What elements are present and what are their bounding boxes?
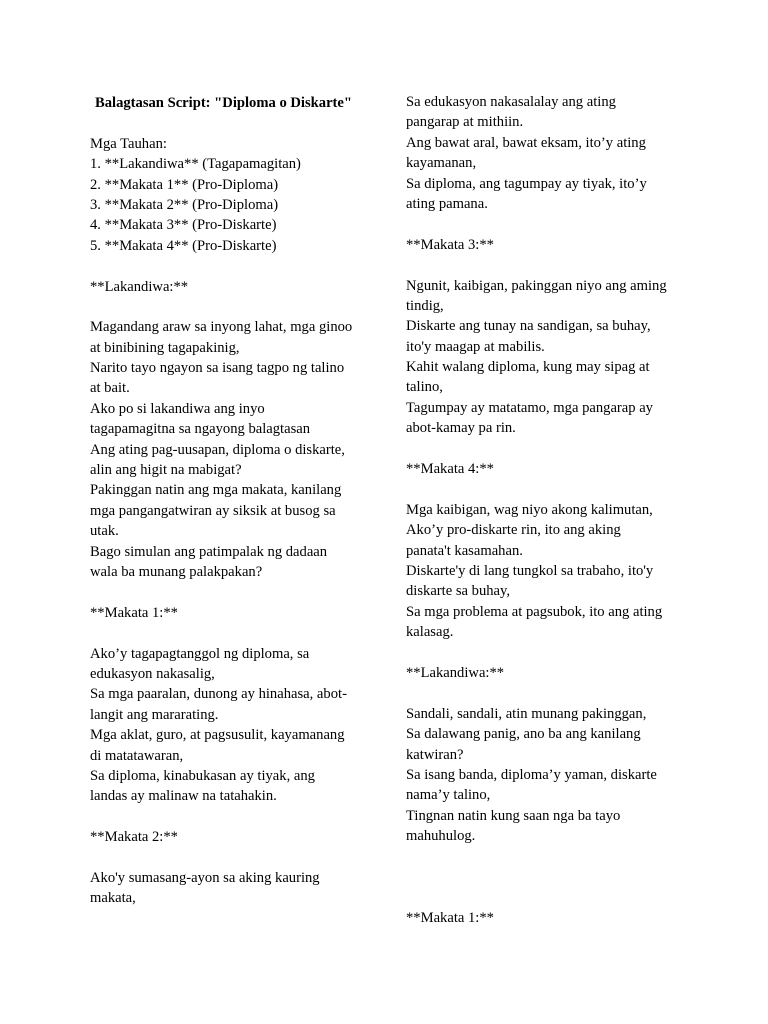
blank-line xyxy=(90,847,380,867)
text-line: at bait. xyxy=(90,380,130,397)
text-line: 1. **Lakandiwa** (Tagapamagitan) xyxy=(90,156,301,173)
text-line: tindig, xyxy=(406,297,444,314)
text-line: 5. **Makata 4** (Pro-Diskarte) xyxy=(90,237,277,254)
text-line: Sa edukasyon nakasalalay ang ating xyxy=(406,94,616,110)
text-line: Kahit walang diploma, kung may sipag at xyxy=(406,359,650,376)
text-line: Bago simulan ang patimpalak ng dadaan xyxy=(90,543,328,560)
text-line: Ang bawat aral, bawat eksam, ito’y ating xyxy=(406,134,646,151)
speaker-heading: **Makata 1:** xyxy=(90,604,178,621)
text-line: di matatawaran, xyxy=(90,747,184,764)
text-line: Ngunit, kaibigan, pakinggan niyo ang aming xyxy=(406,277,667,294)
blank-line xyxy=(406,214,696,234)
text-line: Sa dalawang panig, ano ba ang kanilang xyxy=(406,726,641,743)
text-line: Ako’y tagapagtanggol ng diploma, sa xyxy=(90,645,310,662)
text-line: Diskarte ang tunay na sandigan, sa buhay, xyxy=(406,318,651,335)
speaker-heading: **Makata 1:** xyxy=(406,910,494,927)
text-line: mga pangangatwiran ay siksik at busog sa xyxy=(90,502,336,519)
text-line: Mga Tauhan: xyxy=(90,135,167,152)
text-line: pangarap at mithiin. xyxy=(406,114,524,131)
text-line: Sa diploma, kinabukasan ay tiyak, ang xyxy=(90,767,315,784)
text-line: diskarte sa buhay, xyxy=(406,583,511,600)
text-line: langit ang mararating. xyxy=(90,706,219,723)
text-line: Ako'y sumasang-ayon sa aking kauring xyxy=(90,869,320,886)
blank-line xyxy=(90,807,380,827)
text-line: abot-kamay pa rin. xyxy=(406,420,516,437)
speaker-heading: **Lakandiwa:** xyxy=(406,664,505,681)
text-line: landas ay malinaw na tatahakin. xyxy=(90,788,277,805)
blank-line xyxy=(90,623,380,643)
text-line: Sa diploma, ang tagumpay ay tiyak, ito’y xyxy=(406,175,647,192)
text-line: at binibining tagapakinig, xyxy=(90,339,240,356)
text-line: 2. **Makata 1** (Pro-Diploma) xyxy=(90,176,279,193)
text-line: Mga kaibigan, wag niyo akong kalimutan, xyxy=(406,501,653,518)
text-line: alin ang higit na mabigat? xyxy=(90,462,242,479)
speaker-heading: **Makata 3:** xyxy=(406,236,494,253)
blank-line xyxy=(90,256,380,276)
text-line: mahuhulog. xyxy=(406,828,476,845)
text-line: katwiran? xyxy=(406,746,464,763)
speaker-heading: **Makata 2:** xyxy=(90,829,178,846)
text-line: ito'y maagap at mabilis. xyxy=(406,338,545,355)
blank-line xyxy=(90,582,380,602)
text-line: Mga aklat, guro, at pagsusulit, kayamanang xyxy=(90,727,345,744)
text-line: Ang ating pag-uusapan, diploma o diskarte, xyxy=(90,441,345,458)
text-line: ating pamana. xyxy=(406,195,488,212)
text-line: 4. **Makata 3** (Pro-Diskarte) xyxy=(90,217,277,234)
text-line: Ako po si lakandiwa ang inyo xyxy=(90,400,265,417)
text-line: Diskarte'y di lang tungkol sa trabaho, ito'y xyxy=(406,562,654,579)
blank-line xyxy=(406,683,696,703)
blank-line xyxy=(406,439,696,459)
text-line: wala ba munang palakpakan? xyxy=(90,563,263,580)
text-line: edukasyon nakasalig, xyxy=(90,665,215,682)
text-line: Tagumpay ay matatamo, mga pangarap ay xyxy=(406,399,653,416)
text-line: nama’y talino, xyxy=(406,787,491,804)
blank-space xyxy=(406,846,696,908)
text-line: Tingnan natin kung saan nga ba tayo xyxy=(406,807,621,824)
text-line: Sandali, sandali, atin munang pakinggan, xyxy=(406,705,647,722)
left-column xyxy=(90,92,380,909)
right-column xyxy=(406,92,696,929)
blank-line xyxy=(90,113,380,133)
text-line: Sa isang banda, diploma’y yaman, diskarte xyxy=(406,766,657,783)
text-line: Sa mga problema at pagsubok, ito ang ating xyxy=(406,603,663,620)
text-line: Narito tayo ngayon sa isang tagpo ng talino xyxy=(90,360,345,377)
speaker-heading: **Lakandiwa:** xyxy=(90,278,189,295)
text-line: 3. **Makata 2** (Pro-Diploma) xyxy=(90,196,279,213)
text-line: panata't kasamahan. xyxy=(406,542,523,559)
text-line: kalasag. xyxy=(406,624,454,641)
text-line: utak. xyxy=(90,523,119,540)
text-line: makata, xyxy=(90,890,136,907)
blank-line xyxy=(406,479,696,499)
text-line: Ako’y pro-diskarte rin, ito ang aking xyxy=(406,522,621,539)
text-line: kayamanan, xyxy=(406,155,477,172)
text-line: tagapamagitna sa ngayong balagtasan xyxy=(90,421,311,438)
text-line: Magandang araw sa inyong lahat, mga ginoo xyxy=(90,319,353,336)
document-title: Balagtasan Script: "Diploma o Diskarte" xyxy=(95,95,353,111)
blank-line xyxy=(406,255,696,275)
blank-line xyxy=(90,297,380,317)
blank-line xyxy=(406,643,696,663)
speaker-heading: **Makata 4:** xyxy=(406,461,494,478)
text-line: talino, xyxy=(406,379,443,396)
text-line: Sa mga paaralan, dunong ay hinahasa, abot- xyxy=(90,686,347,703)
text-line: Pakinggan natin ang mga makata, kanilang xyxy=(90,482,342,499)
